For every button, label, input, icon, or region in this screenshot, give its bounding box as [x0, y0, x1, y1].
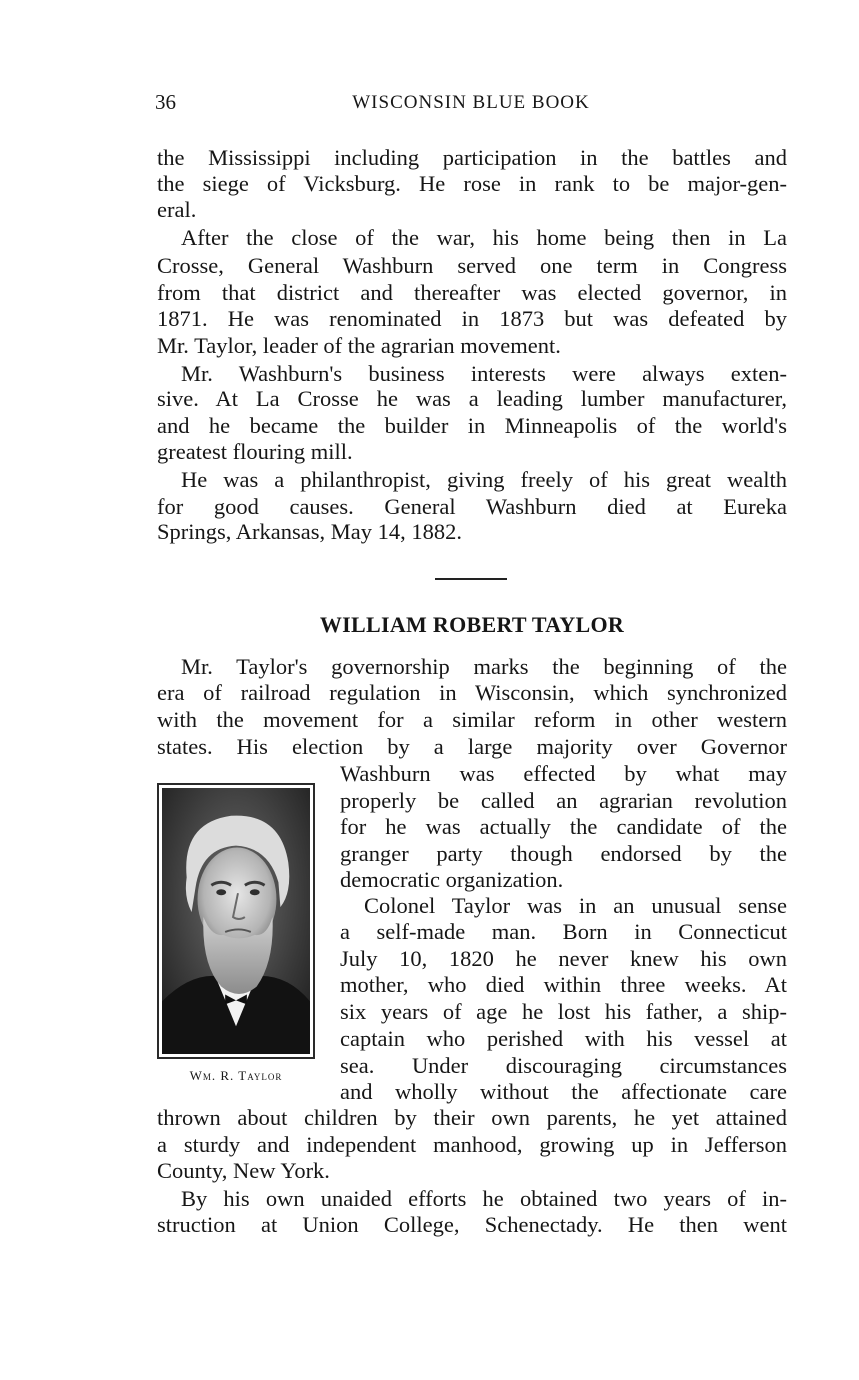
text-line: Crosse, General Washburn served one term in Congress — [157, 253, 787, 278]
text-line: eral. — [157, 197, 197, 222]
text-line: By his own unaided efforts he obtained two years of in- — [181, 1186, 787, 1211]
text-line: greatest flouring mill. — [157, 439, 353, 464]
text-line: a self-made man. Born in Connecticut — [340, 919, 787, 944]
text-line: Springs, Arkansas, May 14, 1882. — [157, 519, 462, 544]
text-line: Mr. Washburn's business interests were always exten- — [181, 361, 787, 386]
text-line: sive. At La Crosse he was a leading lumber manufacturer, — [157, 386, 787, 411]
text-line: July 10, 1820 he never knew his own — [340, 946, 787, 971]
text-line: era of railroad regulation in Wisconsin, which synchronized — [157, 680, 787, 705]
text-line: properly be called an agrarian revolution — [340, 788, 787, 813]
text-line: from that district and thereafter was elected governor, in — [157, 280, 787, 305]
text-line: Mr. Taylor's governorship marks the beginning of the — [181, 654, 787, 679]
portrait-caption: Wm. R. Taylor — [189, 1068, 283, 1083]
text-line: a sturdy and independent manhood, growing up in Jefferson — [157, 1132, 787, 1157]
text-line: Washburn was effected by what may — [340, 761, 787, 786]
page-number: 36 — [155, 90, 176, 114]
portrait-illustration — [162, 788, 310, 1054]
text-line: and wholly without the affectionate care — [340, 1079, 787, 1104]
text-line: After the close of the war, his home being then in La — [181, 225, 787, 250]
text-line: the siege of Vicksburg. He rose in rank to be major-gen- — [157, 171, 787, 196]
text-line: He was a philanthropist, giving freely of his great wealth — [181, 467, 787, 492]
section-heading: WILLIAM ROBERT TAYLOR — [319, 612, 625, 637]
text-line: Colonel Taylor was in an unusual sense — [364, 893, 787, 918]
text-line: for he was actually the candidate of the — [340, 814, 787, 839]
text-line: the Mississippi including participation in the battles and — [157, 145, 787, 170]
text-line: struction at Union College, Schenectady. He then went — [157, 1212, 787, 1237]
text-line: granger party though endorsed by the — [340, 841, 787, 866]
text-line: captain who perished with his vessel at — [340, 1026, 787, 1051]
text-line: 1871. He was renominated in 1873 but was defeated by — [157, 306, 787, 331]
page-header — [155, 90, 787, 120]
text-line: and he became the builder in Minneapolis of the world's — [157, 413, 787, 438]
text-line: states. His election by a large majority over Governor — [157, 734, 787, 759]
text-line: mother, who died within three weeks. At — [340, 972, 787, 997]
text-line: Mr. Taylor, leader of the agrarian movement. — [157, 333, 561, 358]
text-line: democratic organization. — [340, 867, 564, 892]
text-line: thrown about children by their own parents, he yet attained — [157, 1105, 787, 1130]
running-title: WISCONSIN BLUE BOOK — [352, 92, 590, 113]
section-divider — [435, 578, 507, 580]
text-line: County, New York. — [157, 1158, 330, 1183]
portrait-photo — [157, 783, 315, 1059]
text-line: sea. Under discouraging circumstances — [340, 1053, 787, 1078]
text-line: six years of age he lost his father, a ship- — [340, 999, 787, 1024]
text-line: for good causes. General Washburn died at Eureka — [157, 494, 787, 519]
text-line: with the movement for a similar reform in other western — [157, 707, 787, 732]
